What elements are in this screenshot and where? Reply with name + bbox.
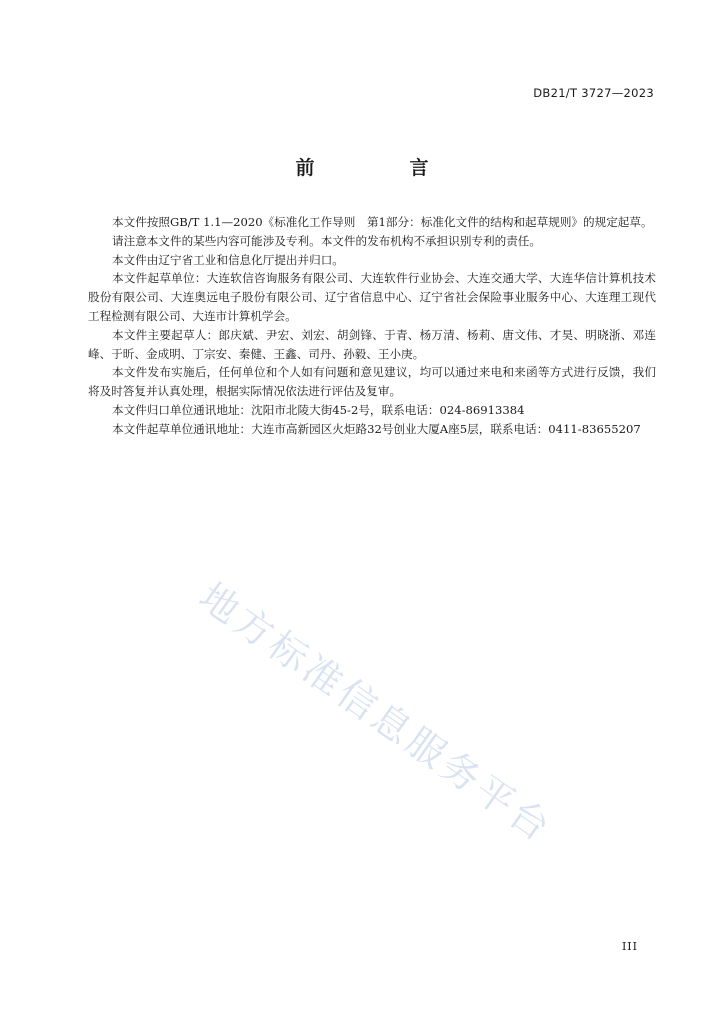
paragraph-drafting-units: 本文件起草单位：大连软信咨询服务有限公司、大连软件行业协会、大连交通大学、大连华信计算机技术股份有限公司、大连奥远电子股份有限公司、辽宁省信息中心、辽宁省社会保险事业服务中心、大连理工现代工程检测有限公司、大连市计算机学会。: [88, 271, 656, 323]
foreword-body: [88, 213, 656, 439]
paragraph-proposer: 本文件由辽宁省工业和信息化厅提出并归口。: [112, 252, 344, 267]
paragraph-owner-address: 本文件归口单位通讯地址：沈阳市北陵大街45-2号，联系电话：024-86913384: [112, 402, 525, 417]
paragraph-drafting-rules: 本文件按照GB/T 1.1—2020《标准化工作导则 第1部分：标准化文件的结构和起草规则》的规定起草。: [112, 215, 653, 229]
paragraph-drafter-address: 本文件起草单位通讯地址：大连市高新园区火炬路32号创业大厦A座5层，联系电话：0411-83655207: [112, 421, 641, 436]
page-number: III: [621, 940, 638, 953]
watermark: 地方标准信息服务平台: [191, 574, 561, 852]
paragraph-patent-notice: 请注意本文件的某些内容可能涉及专利。本文件的发布机构不承担识别专利的责任。: [112, 233, 541, 248]
paragraph-feedback: 本文件发布实施后，任何单位和个人如有问题和意见建议，均可以通过来电和来函等方式进行反馈，我们将及时答复并认真处理，根据实际情况依法进行评估及复审。: [88, 365, 656, 399]
paragraph-drafters: 本文件主要起草人：郎庆斌、尹宏、刘宏、胡剑锋、于青、杨万清、杨莉、唐文伟、才昊、明晓浙、邓连峰、于昕、金成明、丁宗安、秦健、王鑫、司丹、孙毅、王小庚。: [88, 327, 656, 361]
page-title: 前 言: [295, 157, 467, 179]
standard-code: DB21/T 3727—2023: [533, 86, 654, 100]
